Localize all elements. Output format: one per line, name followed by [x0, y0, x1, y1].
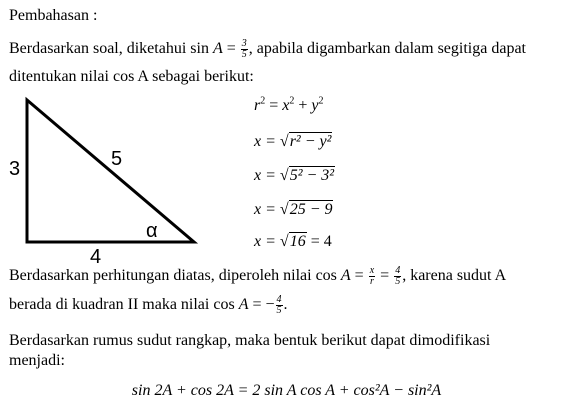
step-4: x = √25 − 9 [254, 201, 333, 218]
right-triangle-diagram [0, 90, 250, 265]
sqrt-symbol: √ [279, 201, 289, 218]
paragraph-2-line-2: berada di kuadran II maka nilai cos A = − $\frac{4}{5}$ . [9, 294, 288, 316]
paragraph-1-line-2: ditentukan nilai cos A sebagai berikut: [9, 68, 254, 85]
fraction-negative-four-fifths: $\frac{4}{5}$ [276, 294, 282, 316]
paragraph-3-line-2: menjadi: [9, 352, 65, 369]
side-label-left: 3 [9, 158, 21, 180]
side-label-hypotenuse: 5 [111, 148, 123, 170]
step-5: x = √16 = 4 [254, 233, 332, 250]
paragraph-3-line-1: Berdasarkan rumus sudut rangkap, maka bentuk berikut dapat dimodifikasi [9, 332, 491, 349]
step-2: x = √r² − y² [254, 133, 332, 150]
triangle-shape [27, 100, 194, 242]
step-3: x = √5² − 3² [254, 167, 335, 184]
step-1: $r^2 = x^2 + y^2$ [254, 95, 324, 114]
double-angle-formula: sin 2A + cos 2A = 2 sin A cos A + cos²A − sin²A [131, 382, 442, 399]
fraction-x-over-r: $\frac{x}{r}$ [369, 265, 375, 287]
angle-label-alpha: α [146, 220, 158, 242]
paragraph-1-line-1: Berdasarkan soal, diketahui sin A = $\frac{3}{5}$ , apabila digambarkan dalam segitiga dapat [9, 38, 526, 60]
sqrt-symbol: √ [279, 133, 289, 150]
fraction-four-fifths: $\frac{4}{5}$ [395, 265, 401, 287]
sqrt-symbol: √ [279, 167, 289, 184]
heading: Pembahasan : [9, 7, 98, 24]
side-label-bottom: 4 [90, 246, 102, 268]
paragraph-2-line-1: Berdasarkan perhitungan diatas, diperoleh nilai cos A = $\frac{x}{r}$ = $\frac{4}{5}$ , karena sudut A [9, 265, 507, 287]
fraction-three-fifths: $\frac{3}{5}$ [241, 38, 247, 60]
sqrt-symbol: √ [279, 233, 289, 250]
